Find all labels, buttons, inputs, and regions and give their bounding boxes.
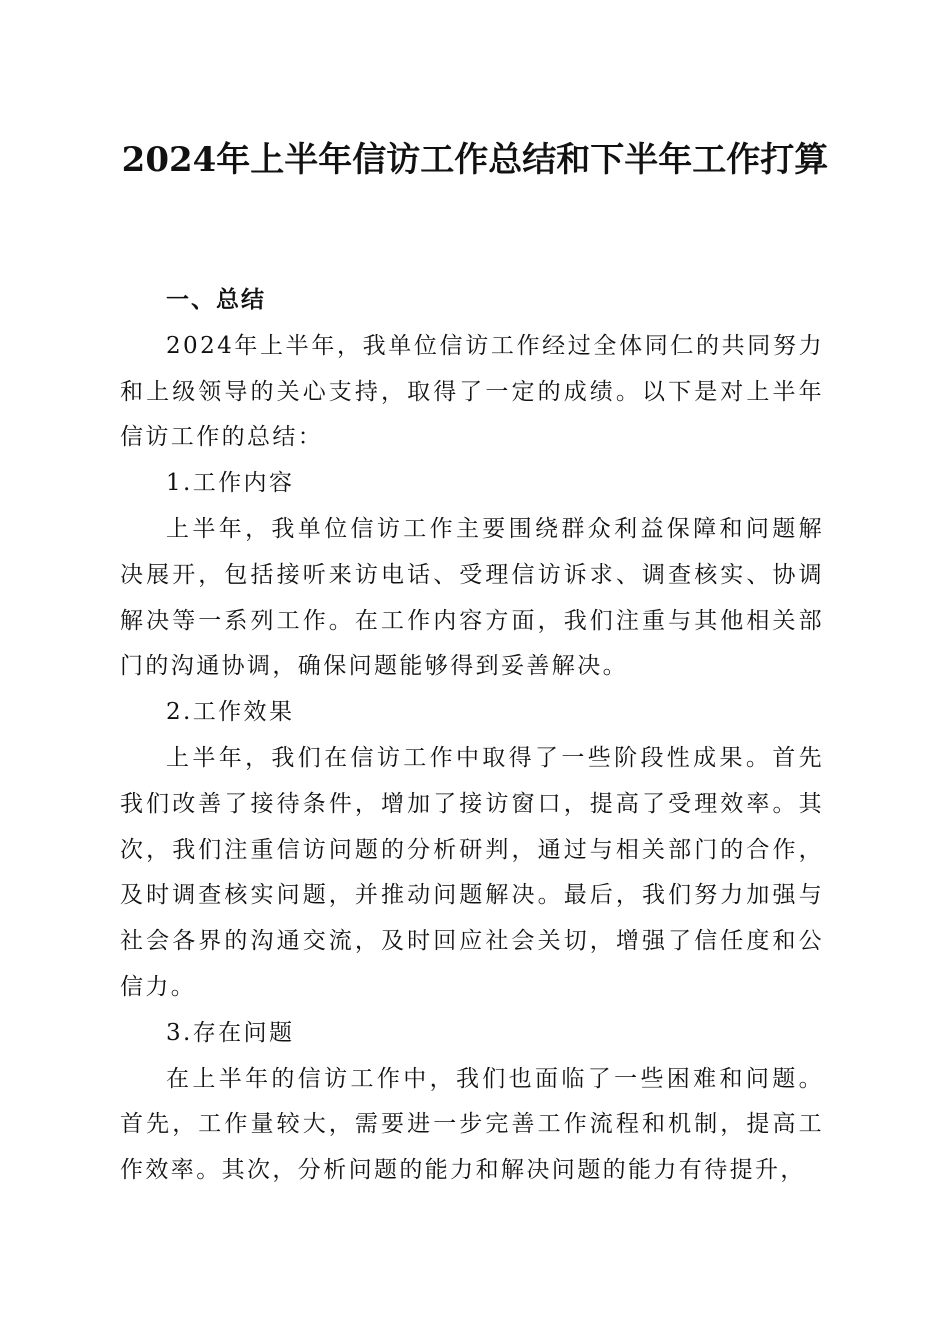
- item-heading-work-content: 1.工作内容: [166, 470, 295, 497]
- intro-paragraph: 2024年上半年，我单位信访工作经过全体同仁的共同努力和上级领导的关心支持，取得了一定的成绩。以下是对上半年信访工作的总结：: [120, 332, 824, 451]
- paragraph-existing-problems: 在上半年的信访工作中，我们也面临了一些困难和问题。首先，工作量较大，需要进一步完善工作流程和机制，提高工作效率。其次，分析问题的能力和解决问题的能力有待提升，: [120, 1065, 824, 1184]
- section-heading-summary: 一、总结: [166, 287, 266, 313]
- document-title: 2024年上半年信访工作总结和下半年工作打算: [121, 140, 829, 180]
- paragraph-work-content: 上半年，我单位信访工作主要围绕群众利益保障和问题解决展开，包括接听来访电话、受理信访诉求、调查核实、协调解决等一系列工作。在工作内容方面，我们注重与其他相关部门的沟通协调，确保问题能够得到妥善解决。: [120, 515, 824, 680]
- item-heading-existing-problems: 3.存在问题: [166, 1019, 295, 1046]
- document-body: [120, 278, 824, 1194]
- paragraph-work-results: 上半年，我们在信访工作中取得了一些阶段性成果。首先我们改善了接待条件，增加了接访窗口，提高了受理效率。其次，我们注重信访问题的分析研判，通过与相关部门的合作，及时调查核实问题，并推动问题解决。最后，我们努力加强与社会各界的沟通交流，及时回应社会关切，增强了信任度和公信力。: [120, 744, 824, 1000]
- item-heading-work-results: 2.工作效果: [166, 699, 295, 726]
